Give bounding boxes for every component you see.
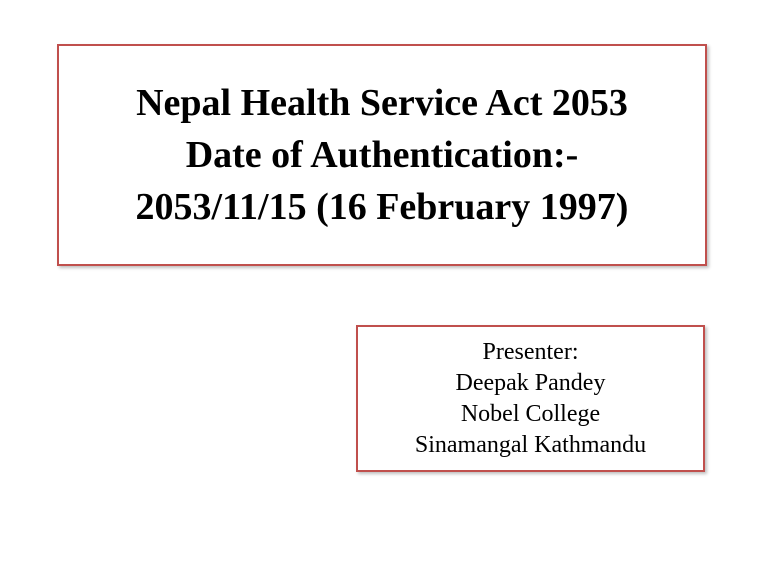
presenter-college: Nobel College: [460, 400, 601, 427]
title-line-authentication: Date of Authentication:-: [185, 134, 579, 176]
presenter-box: [356, 325, 705, 472]
presenter-location: Sinamangal Kathmandu: [414, 431, 647, 458]
presenter-name: Deepak Pandey: [455, 369, 606, 396]
title-line-act: Nepal Health Service Act 2053: [136, 82, 628, 124]
title-line-date: 2053/11/15 (16 February 1997): [135, 186, 629, 228]
title-box: [57, 44, 707, 266]
presenter-label: Presenter:: [482, 338, 579, 365]
